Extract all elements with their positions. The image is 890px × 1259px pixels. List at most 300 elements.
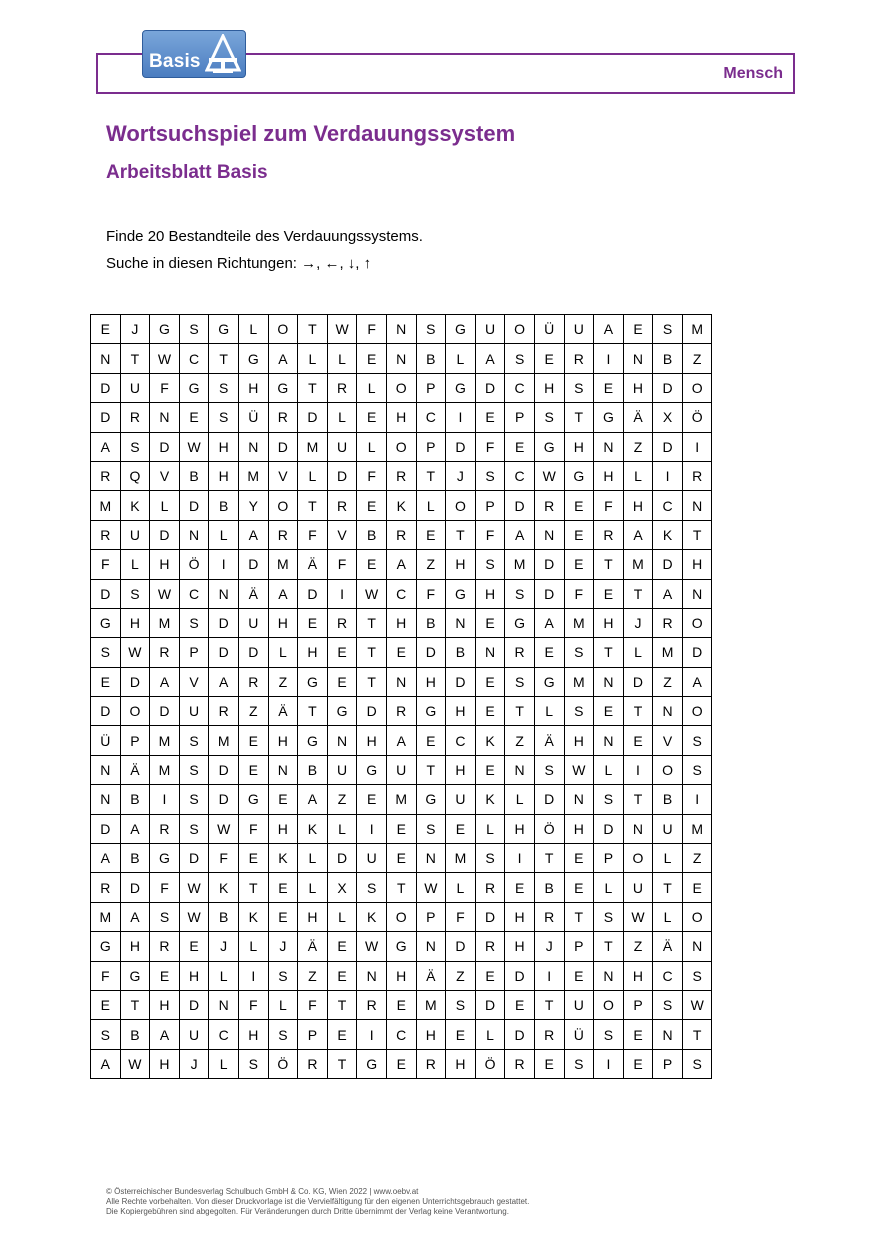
- grid-cell[interactable]: G: [238, 344, 268, 373]
- grid-cell[interactable]: G: [446, 579, 476, 608]
- grid-cell[interactable]: L: [505, 785, 535, 814]
- grid-cell[interactable]: S: [416, 814, 446, 843]
- grid-cell[interactable]: E: [475, 697, 505, 726]
- grid-cell[interactable]: N: [475, 638, 505, 667]
- grid-cell[interactable]: T: [357, 638, 387, 667]
- grid-cell[interactable]: B: [209, 902, 239, 931]
- grid-cell[interactable]: Ö: [475, 1049, 505, 1078]
- grid-cell[interactable]: U: [179, 1020, 209, 1049]
- grid-cell[interactable]: N: [268, 755, 298, 784]
- grid-cell[interactable]: H: [564, 432, 594, 461]
- grid-cell[interactable]: D: [327, 461, 357, 490]
- grid-cell[interactable]: P: [179, 638, 209, 667]
- grid-cell[interactable]: D: [475, 373, 505, 402]
- grid-cell[interactable]: W: [564, 755, 594, 784]
- grid-cell[interactable]: E: [268, 902, 298, 931]
- grid-cell[interactable]: F: [446, 902, 476, 931]
- grid-cell[interactable]: S: [209, 403, 239, 432]
- grid-cell[interactable]: O: [268, 315, 298, 344]
- grid-cell[interactable]: S: [357, 873, 387, 902]
- grid-cell[interactable]: H: [238, 1020, 268, 1049]
- grid-cell[interactable]: N: [238, 432, 268, 461]
- grid-cell[interactable]: T: [298, 315, 328, 344]
- grid-cell[interactable]: T: [623, 697, 653, 726]
- grid-cell[interactable]: O: [386, 432, 416, 461]
- grid-cell[interactable]: E: [298, 608, 328, 637]
- grid-cell[interactable]: B: [534, 873, 564, 902]
- grid-cell[interactable]: I: [653, 461, 683, 490]
- grid-cell[interactable]: R: [150, 932, 180, 961]
- grid-cell[interactable]: E: [386, 814, 416, 843]
- grid-cell[interactable]: Ü: [534, 315, 564, 344]
- grid-cell[interactable]: D: [653, 550, 683, 579]
- grid-cell[interactable]: R: [298, 1049, 328, 1078]
- grid-cell[interactable]: R: [91, 873, 121, 902]
- grid-cell[interactable]: T: [238, 873, 268, 902]
- grid-cell[interactable]: N: [594, 667, 624, 696]
- grid-cell[interactable]: G: [416, 697, 446, 726]
- grid-cell[interactable]: T: [120, 344, 150, 373]
- grid-cell[interactable]: W: [357, 932, 387, 961]
- grid-cell[interactable]: R: [594, 520, 624, 549]
- grid-cell[interactable]: M: [150, 608, 180, 637]
- grid-cell[interactable]: S: [505, 667, 535, 696]
- grid-cell[interactable]: Z: [238, 697, 268, 726]
- grid-cell[interactable]: R: [91, 461, 121, 490]
- grid-cell[interactable]: N: [357, 961, 387, 990]
- grid-cell[interactable]: L: [298, 873, 328, 902]
- grid-cell[interactable]: D: [91, 403, 121, 432]
- grid-cell[interactable]: Ö: [179, 550, 209, 579]
- grid-cell[interactable]: G: [564, 461, 594, 490]
- grid-cell[interactable]: H: [386, 403, 416, 432]
- grid-cell[interactable]: E: [594, 373, 624, 402]
- grid-cell[interactable]: A: [91, 432, 121, 461]
- grid-cell[interactable]: W: [209, 814, 239, 843]
- grid-cell[interactable]: R: [327, 491, 357, 520]
- grid-cell[interactable]: S: [475, 461, 505, 490]
- grid-cell[interactable]: N: [416, 844, 446, 873]
- grid-cell[interactable]: L: [475, 814, 505, 843]
- grid-cell[interactable]: S: [179, 814, 209, 843]
- grid-cell[interactable]: R: [386, 461, 416, 490]
- grid-cell[interactable]: F: [564, 579, 594, 608]
- grid-cell[interactable]: U: [446, 785, 476, 814]
- grid-cell[interactable]: T: [298, 697, 328, 726]
- grid-cell[interactable]: T: [357, 667, 387, 696]
- grid-cell[interactable]: E: [386, 844, 416, 873]
- grid-cell[interactable]: Z: [623, 432, 653, 461]
- grid-cell[interactable]: E: [357, 344, 387, 373]
- grid-cell[interactable]: E: [564, 520, 594, 549]
- grid-cell[interactable]: J: [209, 932, 239, 961]
- grid-cell[interactable]: D: [179, 491, 209, 520]
- grid-cell[interactable]: D: [653, 432, 683, 461]
- grid-cell[interactable]: M: [150, 755, 180, 784]
- grid-cell[interactable]: G: [446, 373, 476, 402]
- grid-cell[interactable]: I: [505, 844, 535, 873]
- grid-cell[interactable]: U: [564, 990, 594, 1019]
- grid-cell[interactable]: N: [623, 814, 653, 843]
- grid-cell[interactable]: Y: [238, 491, 268, 520]
- grid-cell[interactable]: Z: [505, 726, 535, 755]
- grid-cell[interactable]: A: [268, 579, 298, 608]
- grid-cell[interactable]: E: [357, 785, 387, 814]
- grid-cell[interactable]: D: [209, 785, 239, 814]
- grid-cell[interactable]: N: [386, 315, 416, 344]
- grid-cell[interactable]: R: [475, 873, 505, 902]
- grid-cell[interactable]: E: [327, 667, 357, 696]
- grid-cell[interactable]: O: [594, 990, 624, 1019]
- grid-cell[interactable]: S: [594, 902, 624, 931]
- grid-cell[interactable]: S: [179, 608, 209, 637]
- grid-cell[interactable]: U: [327, 755, 357, 784]
- grid-cell[interactable]: S: [682, 726, 712, 755]
- grid-cell[interactable]: F: [238, 814, 268, 843]
- grid-cell[interactable]: A: [209, 667, 239, 696]
- grid-cell[interactable]: O: [268, 491, 298, 520]
- grid-cell[interactable]: N: [505, 755, 535, 784]
- grid-cell[interactable]: R: [386, 520, 416, 549]
- grid-cell[interactable]: B: [120, 785, 150, 814]
- grid-cell[interactable]: N: [594, 432, 624, 461]
- grid-cell[interactable]: D: [298, 403, 328, 432]
- grid-cell[interactable]: E: [564, 550, 594, 579]
- grid-cell[interactable]: L: [238, 932, 268, 961]
- grid-cell[interactable]: H: [268, 726, 298, 755]
- grid-cell[interactable]: H: [268, 814, 298, 843]
- grid-cell[interactable]: P: [594, 844, 624, 873]
- grid-cell[interactable]: P: [416, 902, 446, 931]
- grid-cell[interactable]: L: [327, 403, 357, 432]
- grid-cell[interactable]: A: [150, 667, 180, 696]
- grid-cell[interactable]: N: [653, 1020, 683, 1049]
- grid-cell[interactable]: N: [91, 344, 121, 373]
- grid-cell[interactable]: S: [534, 755, 564, 784]
- grid-cell[interactable]: N: [682, 579, 712, 608]
- grid-cell[interactable]: H: [298, 902, 328, 931]
- grid-cell[interactable]: D: [505, 491, 535, 520]
- grid-cell[interactable]: G: [534, 667, 564, 696]
- grid-cell[interactable]: E: [564, 844, 594, 873]
- grid-cell[interactable]: N: [91, 755, 121, 784]
- grid-cell[interactable]: R: [238, 667, 268, 696]
- grid-cell[interactable]: D: [91, 373, 121, 402]
- grid-cell[interactable]: B: [653, 785, 683, 814]
- grid-cell[interactable]: H: [209, 432, 239, 461]
- grid-cell[interactable]: L: [623, 461, 653, 490]
- grid-cell[interactable]: K: [357, 902, 387, 931]
- grid-cell[interactable]: L: [209, 961, 239, 990]
- grid-cell[interactable]: W: [150, 579, 180, 608]
- grid-cell[interactable]: Ä: [298, 932, 328, 961]
- grid-cell[interactable]: C: [653, 491, 683, 520]
- grid-cell[interactable]: L: [623, 638, 653, 667]
- grid-cell[interactable]: F: [209, 844, 239, 873]
- grid-cell[interactable]: H: [298, 638, 328, 667]
- grid-cell[interactable]: M: [238, 461, 268, 490]
- grid-cell[interactable]: I: [238, 961, 268, 990]
- grid-cell[interactable]: H: [505, 814, 535, 843]
- grid-cell[interactable]: E: [327, 932, 357, 961]
- grid-cell[interactable]: M: [209, 726, 239, 755]
- grid-cell[interactable]: F: [594, 491, 624, 520]
- grid-cell[interactable]: P: [653, 1049, 683, 1078]
- grid-cell[interactable]: Ö: [268, 1049, 298, 1078]
- grid-cell[interactable]: G: [505, 608, 535, 637]
- grid-cell[interactable]: F: [91, 550, 121, 579]
- grid-cell[interactable]: D: [91, 697, 121, 726]
- grid-cell[interactable]: E: [91, 315, 121, 344]
- grid-cell[interactable]: L: [327, 814, 357, 843]
- grid-cell[interactable]: M: [564, 667, 594, 696]
- grid-cell[interactable]: S: [91, 1020, 121, 1049]
- grid-cell[interactable]: D: [91, 814, 121, 843]
- grid-cell[interactable]: H: [209, 461, 239, 490]
- grid-cell[interactable]: S: [682, 1049, 712, 1078]
- grid-cell[interactable]: O: [682, 902, 712, 931]
- grid-cell[interactable]: E: [594, 579, 624, 608]
- grid-cell[interactable]: G: [238, 785, 268, 814]
- grid-cell[interactable]: H: [446, 550, 476, 579]
- grid-cell[interactable]: G: [209, 315, 239, 344]
- grid-cell[interactable]: E: [594, 697, 624, 726]
- grid-cell[interactable]: S: [150, 902, 180, 931]
- grid-cell[interactable]: T: [298, 373, 328, 402]
- grid-cell[interactable]: S: [179, 726, 209, 755]
- grid-cell[interactable]: I: [682, 785, 712, 814]
- grid-cell[interactable]: D: [534, 550, 564, 579]
- grid-cell[interactable]: I: [357, 814, 387, 843]
- grid-cell[interactable]: P: [416, 432, 446, 461]
- grid-cell[interactable]: S: [682, 961, 712, 990]
- grid-cell[interactable]: N: [446, 608, 476, 637]
- grid-cell[interactable]: R: [653, 608, 683, 637]
- grid-cell[interactable]: X: [653, 403, 683, 432]
- grid-cell[interactable]: E: [475, 755, 505, 784]
- grid-cell[interactable]: T: [327, 1049, 357, 1078]
- grid-cell[interactable]: P: [298, 1020, 328, 1049]
- grid-cell[interactable]: N: [623, 344, 653, 373]
- grid-cell[interactable]: F: [150, 873, 180, 902]
- grid-cell[interactable]: H: [150, 1049, 180, 1078]
- grid-cell[interactable]: Z: [416, 550, 446, 579]
- grid-cell[interactable]: H: [475, 579, 505, 608]
- grid-cell[interactable]: H: [120, 608, 150, 637]
- grid-cell[interactable]: W: [682, 990, 712, 1019]
- grid-cell[interactable]: S: [120, 579, 150, 608]
- grid-cell[interactable]: T: [623, 785, 653, 814]
- grid-cell[interactable]: V: [327, 520, 357, 549]
- grid-cell[interactable]: T: [209, 344, 239, 373]
- grid-cell[interactable]: N: [386, 667, 416, 696]
- grid-cell[interactable]: E: [357, 550, 387, 579]
- grid-cell[interactable]: C: [209, 1020, 239, 1049]
- grid-cell[interactable]: E: [91, 990, 121, 1019]
- grid-cell[interactable]: S: [594, 785, 624, 814]
- grid-cell[interactable]: T: [594, 638, 624, 667]
- grid-cell[interactable]: S: [475, 550, 505, 579]
- grid-cell[interactable]: L: [209, 520, 239, 549]
- grid-cell[interactable]: T: [594, 550, 624, 579]
- grid-cell[interactable]: J: [446, 461, 476, 490]
- grid-cell[interactable]: F: [91, 961, 121, 990]
- grid-cell[interactable]: D: [446, 432, 476, 461]
- grid-cell[interactable]: R: [209, 697, 239, 726]
- grid-cell[interactable]: C: [386, 1020, 416, 1049]
- grid-cell[interactable]: G: [534, 432, 564, 461]
- grid-cell[interactable]: R: [682, 461, 712, 490]
- grid-cell[interactable]: E: [327, 1020, 357, 1049]
- grid-cell[interactable]: D: [238, 638, 268, 667]
- grid-cell[interactable]: H: [564, 814, 594, 843]
- grid-cell[interactable]: W: [179, 902, 209, 931]
- grid-cell[interactable]: D: [623, 667, 653, 696]
- grid-cell[interactable]: E: [327, 638, 357, 667]
- grid-cell[interactable]: T: [120, 990, 150, 1019]
- grid-cell[interactable]: L: [594, 755, 624, 784]
- grid-cell[interactable]: S: [653, 315, 683, 344]
- grid-cell[interactable]: N: [209, 990, 239, 1019]
- grid-cell[interactable]: S: [564, 638, 594, 667]
- grid-cell[interactable]: M: [268, 550, 298, 579]
- grid-cell[interactable]: Ä: [416, 961, 446, 990]
- grid-cell[interactable]: T: [357, 608, 387, 637]
- grid-cell[interactable]: U: [623, 873, 653, 902]
- grid-cell[interactable]: M: [653, 638, 683, 667]
- grid-cell[interactable]: I: [682, 432, 712, 461]
- grid-cell[interactable]: G: [594, 403, 624, 432]
- grid-cell[interactable]: L: [268, 638, 298, 667]
- grid-cell[interactable]: C: [416, 403, 446, 432]
- grid-cell[interactable]: K: [475, 785, 505, 814]
- grid-cell[interactable]: A: [91, 844, 121, 873]
- grid-cell[interactable]: A: [386, 550, 416, 579]
- grid-cell[interactable]: R: [505, 1049, 535, 1078]
- grid-cell[interactable]: T: [594, 932, 624, 961]
- grid-cell[interactable]: Ü: [91, 726, 121, 755]
- grid-cell[interactable]: R: [150, 638, 180, 667]
- grid-cell[interactable]: B: [298, 755, 328, 784]
- grid-cell[interactable]: L: [150, 491, 180, 520]
- grid-cell[interactable]: L: [446, 344, 476, 373]
- grid-cell[interactable]: M: [505, 550, 535, 579]
- grid-cell[interactable]: T: [416, 461, 446, 490]
- grid-cell[interactable]: T: [505, 697, 535, 726]
- grid-cell[interactable]: B: [179, 461, 209, 490]
- grid-cell[interactable]: O: [446, 491, 476, 520]
- grid-cell[interactable]: L: [357, 432, 387, 461]
- grid-cell[interactable]: V: [150, 461, 180, 490]
- grid-cell[interactable]: N: [564, 785, 594, 814]
- grid-cell[interactable]: S: [209, 373, 239, 402]
- grid-cell[interactable]: H: [386, 608, 416, 637]
- grid-cell[interactable]: D: [327, 844, 357, 873]
- grid-cell[interactable]: H: [416, 1020, 446, 1049]
- grid-cell[interactable]: G: [298, 667, 328, 696]
- grid-cell[interactable]: D: [653, 373, 683, 402]
- grid-cell[interactable]: A: [120, 902, 150, 931]
- grid-cell[interactable]: S: [179, 755, 209, 784]
- grid-cell[interactable]: Ä: [534, 726, 564, 755]
- grid-cell[interactable]: E: [179, 932, 209, 961]
- grid-cell[interactable]: S: [179, 785, 209, 814]
- grid-cell[interactable]: L: [653, 844, 683, 873]
- grid-cell[interactable]: H: [386, 961, 416, 990]
- grid-cell[interactable]: U: [120, 520, 150, 549]
- grid-cell[interactable]: B: [120, 1020, 150, 1049]
- grid-cell[interactable]: A: [386, 726, 416, 755]
- grid-cell[interactable]: O: [623, 844, 653, 873]
- grid-cell[interactable]: L: [120, 550, 150, 579]
- grid-cell[interactable]: Q: [120, 461, 150, 490]
- grid-cell[interactable]: G: [120, 961, 150, 990]
- grid-cell[interactable]: D: [209, 755, 239, 784]
- grid-cell[interactable]: U: [120, 373, 150, 402]
- grid-cell[interactable]: F: [416, 579, 446, 608]
- grid-cell[interactable]: I: [534, 961, 564, 990]
- grid-cell[interactable]: W: [120, 1049, 150, 1078]
- grid-cell[interactable]: H: [357, 726, 387, 755]
- grid-cell[interactable]: H: [682, 550, 712, 579]
- grid-cell[interactable]: Ä: [268, 697, 298, 726]
- grid-cell[interactable]: P: [120, 726, 150, 755]
- grid-cell[interactable]: M: [386, 785, 416, 814]
- grid-cell[interactable]: T: [682, 1020, 712, 1049]
- grid-cell[interactable]: D: [475, 990, 505, 1019]
- grid-cell[interactable]: E: [534, 638, 564, 667]
- grid-cell[interactable]: S: [268, 961, 298, 990]
- grid-cell[interactable]: E: [505, 990, 535, 1019]
- grid-cell[interactable]: E: [623, 726, 653, 755]
- grid-cell[interactable]: P: [623, 990, 653, 1019]
- grid-cell[interactable]: E: [564, 491, 594, 520]
- grid-cell[interactable]: D: [150, 697, 180, 726]
- grid-cell[interactable]: F: [298, 990, 328, 1019]
- grid-cell[interactable]: A: [268, 344, 298, 373]
- grid-cell[interactable]: H: [446, 697, 476, 726]
- grid-cell[interactable]: L: [298, 461, 328, 490]
- grid-cell[interactable]: M: [446, 844, 476, 873]
- grid-cell[interactable]: E: [623, 1020, 653, 1049]
- grid-cell[interactable]: R: [91, 520, 121, 549]
- grid-cell[interactable]: R: [534, 902, 564, 931]
- grid-cell[interactable]: G: [268, 373, 298, 402]
- grid-cell[interactable]: D: [268, 432, 298, 461]
- grid-cell[interactable]: Ö: [534, 814, 564, 843]
- grid-cell[interactable]: M: [298, 432, 328, 461]
- grid-cell[interactable]: Z: [446, 961, 476, 990]
- grid-cell[interactable]: M: [682, 315, 712, 344]
- grid-cell[interactable]: S: [475, 844, 505, 873]
- grid-cell[interactable]: O: [682, 608, 712, 637]
- grid-cell[interactable]: R: [357, 990, 387, 1019]
- grid-cell[interactable]: H: [446, 755, 476, 784]
- grid-cell[interactable]: M: [623, 550, 653, 579]
- grid-cell[interactable]: Ä: [298, 550, 328, 579]
- grid-cell[interactable]: H: [594, 608, 624, 637]
- grid-cell[interactable]: L: [268, 990, 298, 1019]
- grid-cell[interactable]: K: [386, 491, 416, 520]
- grid-cell[interactable]: Z: [682, 844, 712, 873]
- grid-cell[interactable]: D: [179, 990, 209, 1019]
- grid-cell[interactable]: S: [446, 990, 476, 1019]
- grid-cell[interactable]: E: [179, 403, 209, 432]
- grid-cell[interactable]: G: [357, 755, 387, 784]
- grid-cell[interactable]: N: [91, 785, 121, 814]
- grid-cell[interactable]: U: [357, 844, 387, 873]
- grid-cell[interactable]: L: [238, 315, 268, 344]
